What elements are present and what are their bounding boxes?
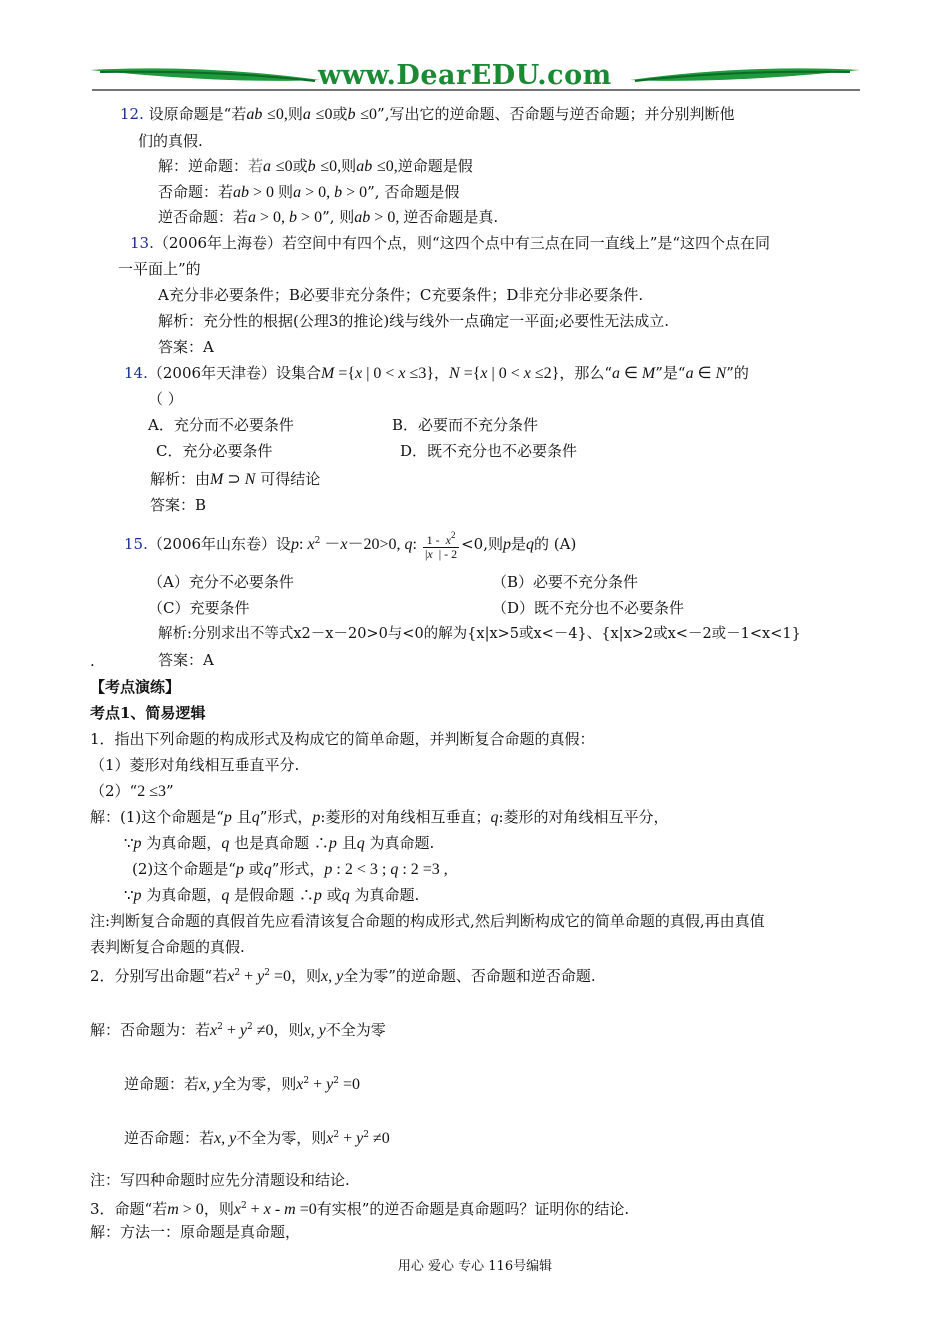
q15-fraction: $\frac{1 - x^2}{|x | - 2}$ [424, 530, 458, 561]
q12-answer-contrapositive: 逆否命题：若a > 0, b > 0”, 则ab > 0, 逆否命题是真. [158, 208, 499, 226]
q12-answer-inverse: 否命题：若ab > 0 则a > 0, b > 0”, 否命题是假 [158, 183, 460, 201]
q13-line1: 13.（2006年上海卷）若空间中有四个点，则“这四个点中有三点在同一直线上”是“这四个点在同 [130, 234, 771, 252]
site-logo-text: www.DearEDU.com [318, 60, 612, 91]
q12-line2: 们的真假. [138, 132, 203, 150]
q14-answer: 答案：B [150, 496, 207, 514]
q15-line1: 15.（2006年山东卷）设p: $x^2 -x-20>0$, q: $\frac{1 - x^2}{|x | - 2}$ <0,则p是q的 (A) [124, 530, 577, 561]
p2-converse: 逆命题：若x, y全为零，则$x^2 + y^2 =0$ [124, 1075, 360, 1093]
q14-paren: （ ） [148, 390, 183, 408]
p1-solution2-cont: ∵p 为真命题，q 是假命题 ∴p 或q 为真命题. [124, 886, 420, 904]
p2-question: 2．分别写出命题“若$x^2 + y^2 =0$，则x, y全为零”的逆命题、否命题和逆否命题. [90, 967, 596, 985]
q14-option-b: B．必要而不充分条件 [392, 416, 539, 434]
p1-note-line1: 注:判断复合命题的真假首先应看清该复合命题的构成形式,然后判断构成它的简单命题的真假,再由真值 [90, 912, 765, 930]
page-footer: 用心 爱心 专心 116号编辑 [397, 1259, 553, 1274]
q15-option-a: （A）充分不必要条件 [148, 573, 294, 591]
q15-option-d: （D）既不充分也不必要条件 [492, 599, 685, 617]
q14-option-c: C．充分必要条件 [156, 442, 273, 460]
q14-option-a: A．充分而不必要条件 [148, 416, 294, 434]
section-title: 【考点演练】 [90, 678, 181, 696]
q13-analysis: 解析：充分性的根据(公理3的推论)线与线外一点确定一平面;必要性无法成立. [158, 312, 670, 330]
p1-question: 1．指出下列命题的构成形式及构成它的简单命题，并判断复合命题的真假： [90, 730, 595, 748]
p1-note-line2: 表判断复合命题的真假. [90, 938, 245, 956]
q13-answer: 答案：A [158, 338, 214, 356]
q12-answer-converse: 解：逆命题：若a ≤0或b ≤0,则ab ≤0,逆命题是假 [158, 157, 473, 175]
q15-option-c: （C）充要条件 [148, 599, 250, 617]
p3-question: 3．命题“若m > 0，则$x^2 + x - m =0$有实根”的逆否命题是真命题吗？证明你的结论. [90, 1200, 630, 1218]
q15-analysis: 解析:分别求出不等式x2－x－20>0与<0的解为{x|x>5或x<－4}、{x|x>2或x<－2或－1<x<1} [158, 626, 801, 642]
q15-option-b: （B）必要不充分条件 [492, 573, 639, 591]
q13-options: A充分非必要条件；B必要非充分条件；C充要条件；D非充分非必要条件. [158, 286, 644, 304]
q12-number: 12. [120, 105, 144, 123]
section-subtitle: 考点1、简易逻辑 [90, 704, 206, 722]
q14-analysis: 解析：由M ⊃ N 可得结论 [150, 470, 321, 488]
p1-item2: （2）“2 ≤3” [90, 782, 174, 800]
page-header [0, 0, 950, 110]
q14-line1: 14.（2006年天津卷）设集合M ={x | 0 < x ≤3}，N ={x | 0 < x ≤2}，那么“a ∈ M”是“a ∈ N”的 [124, 364, 749, 382]
p1-item1: （1）菱形对角线相互垂直平分. [90, 756, 300, 774]
q13-line2: 一平面上”的 [118, 260, 201, 278]
p1-solution2: (2)这个命题是“p 或q”形式，p : 2 < 3 ; q : 2 =3 , [132, 860, 448, 878]
p3-solution: 解：方法一：原命题是真命题， [90, 1223, 301, 1241]
p1-solution1-cont: ∵p 为真命题，q 也是真命题 ∴p 且q 为真命题. [124, 834, 435, 852]
q12-line1: 12. 设原命题是“若ab ≤0,则a ≤0或b ≤0”,写出它的逆命题、否命题与逆否命题；并分别判断他 [120, 105, 735, 123]
q15-dot: . [90, 652, 95, 670]
p2-contrapositive: 逆否命题：若x, y不全为零，则$x^2 + y^2 \ne 0$ [124, 1129, 390, 1147]
p1-solution1: 解：(1)这个命题是“p 且q”形式，p:菱形的对角线相互垂直；q:菱形的对角线相互平分， [90, 808, 669, 826]
header-banner-graphic [0, 0, 950, 110]
p2-note: 注：写四种命题时应先分清题设和结论. [90, 1171, 350, 1189]
p2-inverse: 解：否命题为：若$x^2 + y^2 \ne 0$，则x, y不全为零 [90, 1021, 386, 1039]
q14-option-d: D．既不充分也不必要条件 [400, 442, 578, 460]
q15-answer: 答案：A [158, 651, 214, 669]
